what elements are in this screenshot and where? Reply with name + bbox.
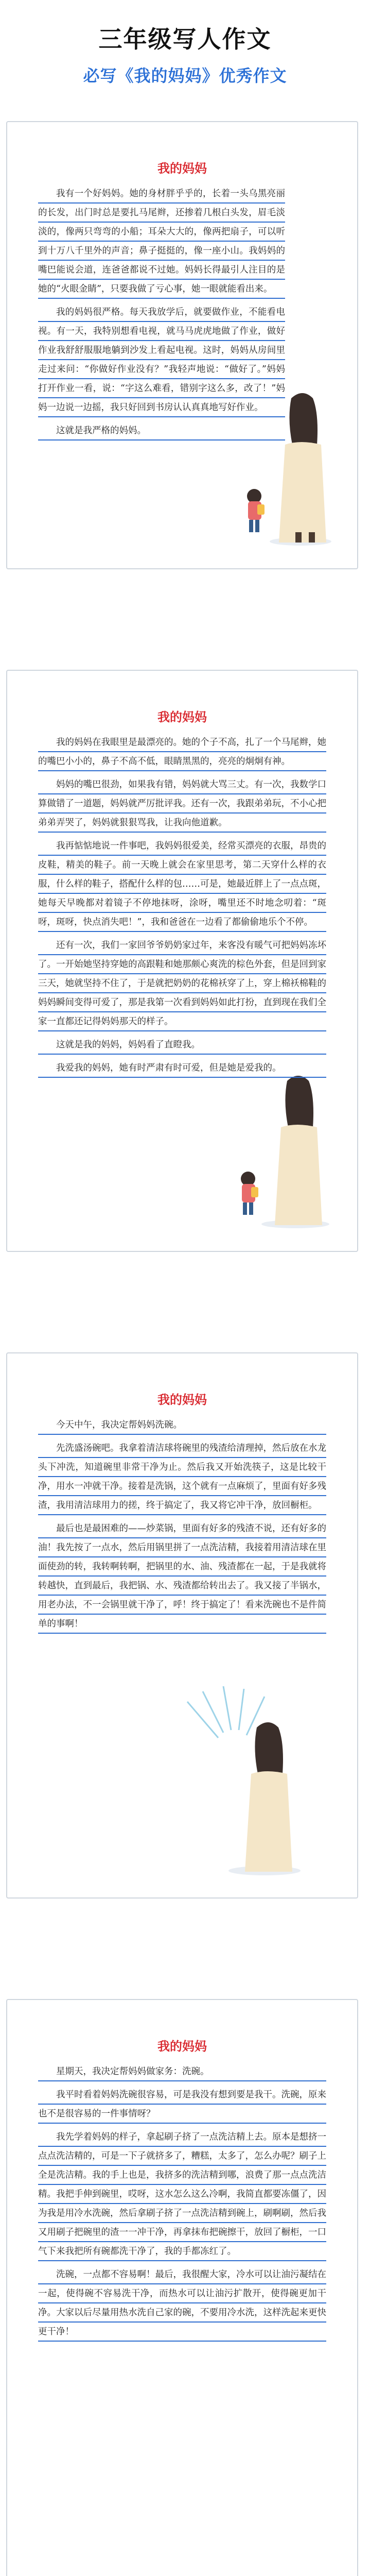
essay-paragraph: 我的妈妈很严格。每天我放学后，就要做作业，不能看电视。有一天，我特别想看电视，就马马虎虎地做了作业，做好作业我舒舒服服地躺到沙发上看起电视。这时，妈妈从房间里走过来问：“你做好作业没有？”我轻声地说：“做好了。”妈妈打开作业一看，说：“字这么难看，错别字这么多，改了！”妈妈一边说一边摇，我只好回到书房认认真真地写好作业。 (38, 303, 285, 417)
essay-paragraph: 星期天，我决定帮妈妈做家务：洗碗。 (38, 2062, 326, 2081)
essay-paragraph: 我平时看着妈妈洗碗很容易，可是我没有想到要是我干。洗碗，原来也不是很容易的一件事情呀？ (38, 2086, 326, 2124)
essay-paragraph: 妈妈的嘴巴很劲，如果我有错，妈妈就大骂三丈。有一次，我数学口算做错了一道题，妈妈就严厉批评我。还有一次，我跟弟弟玩，不小心把弟弟弄哭了，妈妈就狠狠骂我，让我向他道歉。 (38, 775, 326, 833)
essay-paragraph: 我先学着妈妈的样子，拿起刷子挤了一点洗洁精上去。原本是想挤一点点洗洁精的，可是一下子就挤多了，糟糕，太多了，怎么办呢？刷子上全是洗洁精。我的手上也是，我挤多的洗洁精到哪，浪费了那一点点洗洁精。我把手伸到碗里，哎呀，这水怎么这么冷啊，我简直都要冻僵了，因为我是用冷水洗碗，然后拿刷子挤了一点洗洁精到碗上，刷啊刷，然后我又用刷子把碗里的渣一一冲干净，再拿抹布把碗擦干，放回了橱柜，一口气下来我把所有碗都洗干净了，我的手都冻红了。 (38, 2128, 326, 2261)
essay-paragraph: 我再惦惦地说一件事吧，我妈妈很爱美，经常买漂亮的衣服，昂贵的皮鞋，精美的鞋子。前一天晚上就会在家里思考，第二天穿什么样的衣服，什么样的鞋子，搭配什么样的包……可是，她最近胖上了一点点斑，她每天早晚都对着镜子不停地抹呀，涂呀，嘴里还不时地念叨着：“斑呀，斑呀，快点消失吧！”，我和爸爸在一边看了都偷偷地乐个不停。 (38, 837, 326, 932)
essay-paragraph: 这就是我的妈妈，妈妈看了直瞪我。 (38, 1036, 326, 1055)
essay-paragraph: 先洗盛汤碗吧。我拿着清洁球将碗里的残渣给清理掉，然后放在水龙头下冲洗，知道碗里非常干净为止。然后我又开始洗筷子，这是比较干净，用水一冲就干净。接着是洗锅，这个就有一点麻烦了，里面有好多残渣，我用清洁球用力的搓，终于搞定了，我又将它冲干净，放回橱柜。 (38, 1439, 326, 1515)
essay-paragraph: 洗碗，一点都不容易啊！最后，我很醒大家，冷水可以让油污凝结在一起，使得碗不容易洗干净，而热水可以让油污扩散开，使得碗更加干净。大家以后尽量用热水洗自己家的碗，不要用冷水洗，这样洗起来更快更干净！ (38, 2265, 326, 2342)
essay-card-3 (6, 1352, 358, 1899)
essay-body (38, 733, 326, 1078)
mother-daughter-illustration (223, 1060, 337, 1230)
essay-paragraph: 我爱我的妈妈，她有时严肃有时可爱，但是她是爱我的。 (38, 1059, 326, 1078)
essay-paragraph: 今天中午，我决定帮妈妈洗碗。 (38, 1416, 326, 1435)
essay-body (38, 1416, 326, 1634)
essay-paragraph: 我的妈妈在我眼里是最漂亮的。她的个子不高，扎了一个马尾辫，她的嘴巴小小的，鼻子不高不低，眼睛黑黑的，亮亮的炯炯有神。 (38, 733, 326, 771)
essay-card-4 (6, 1999, 358, 2576)
essay-title: 我的妈妈 (157, 709, 207, 724)
essay-paragraph: 这就是我严格的妈妈。 (38, 421, 285, 440)
page-subtitle: 必写《我的妈妈》优秀作文 (83, 66, 287, 86)
essay-card-1 (6, 121, 358, 569)
essay-body (38, 184, 326, 440)
essay-card-2 (6, 670, 358, 1252)
essay-paragraph: 最后也是最困难的——炒菜锅，里面有好多的残渣不说，还有好多的油！我先按了一点水，然后用锅里拼了一点洗洁精，我接着用清洁球在里面使劲的转，我转啊转啊，把锅里的水、油、残渣都在一起，于是我就将转越快，直到最后，我把锅、水、残渣都给转出去了。我又接了半锅水，用老办法，不一会锅里就干净了，呼！终于搞定了！看来洗碗也不是件简单的事啊！ (38, 1519, 326, 1634)
essay-paragraph: 还有一次，我们一家回爷爷奶奶家过年，来客没有暖气可把妈妈冻坏了。一开始她坚持穿她的高跟鞋和她那颇心爽洗的棕色外套，但是回到家三天，她就坚持不住了，于是就把奶奶的花棉袄穿了上，穿上棉袄棉鞋的妈妈瞬间变得可爱了，那是我第一次看到妈妈如此打扮，直到现在我们全家一直都还记得妈妈那天的样子。 (38, 936, 326, 1031)
page-header (0, 0, 370, 118)
essay-title: 我的妈妈 (157, 2039, 207, 2054)
essay-paragraph: 我有一个好妈妈。她的身材胖乎乎的，长着一头乌黑亮丽的长发，出门时总是要扎马尾辫，还掺着几根白头发，眉毛淡淡的，像两只弯弯的小船；耳朵大大的，像两把扇子，可以听到十万八千里外的声音；鼻子挺挺的，像一座小山。我妈妈的嘴巴能说会道，连爸爸都说不过她。妈妈长得最引人注目的是她的“火眼金睛”，只要我做了亏心事，她一眼就能看出来。 (38, 184, 285, 299)
essay-title: 我的妈妈 (157, 1392, 207, 1407)
page-title: 三年级写人作文 (98, 25, 272, 53)
essay-body (38, 2062, 326, 2342)
mother-with-umbrella-illustration (156, 1660, 342, 1877)
essay-title: 我的妈妈 (157, 161, 207, 176)
